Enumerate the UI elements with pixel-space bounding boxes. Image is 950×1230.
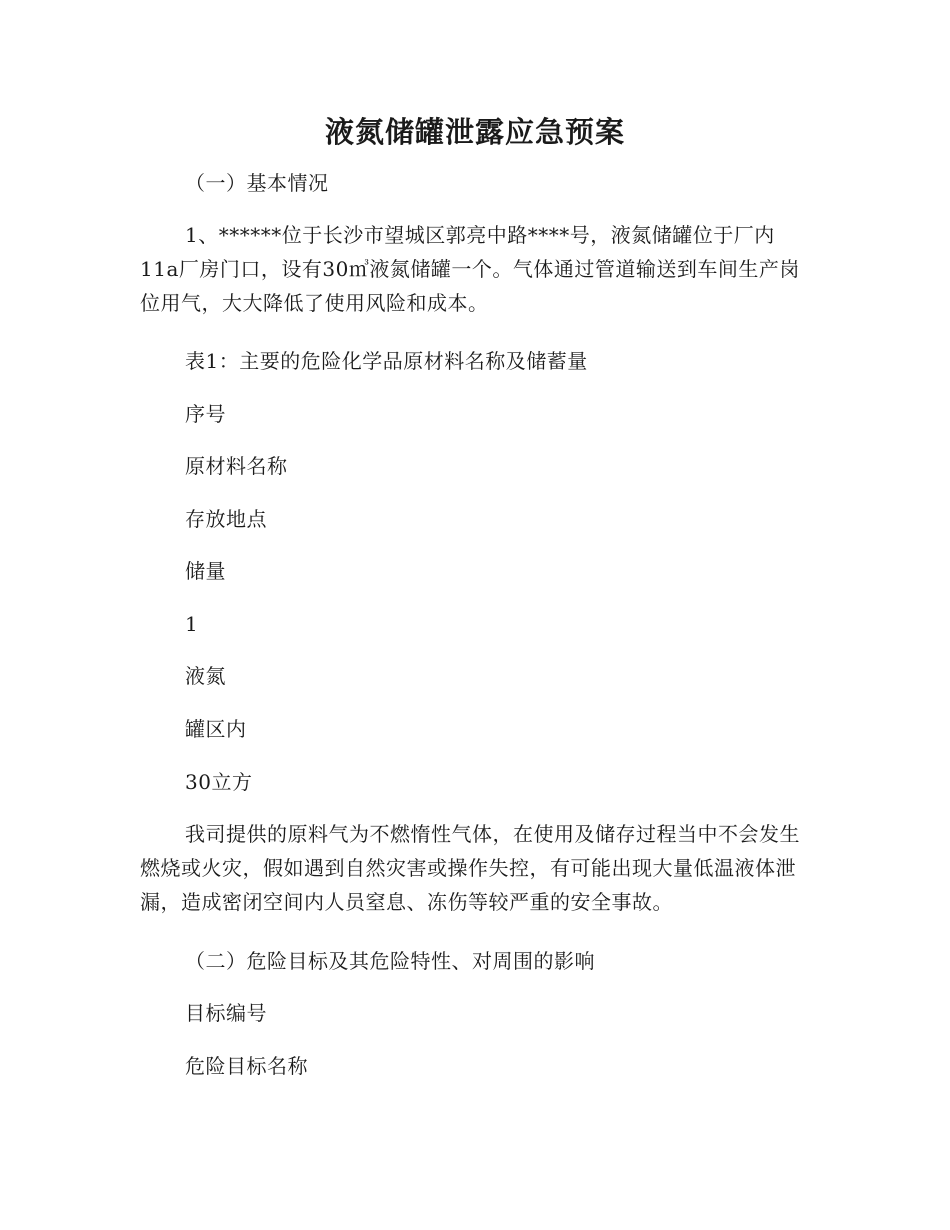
table-header-cell: 序号 bbox=[185, 402, 226, 426]
section-heading-hazard-targets: （二）危险目标及其危险特性、对周围的影响 bbox=[185, 949, 595, 973]
table-header-cell: 原材料名称 bbox=[185, 454, 288, 478]
table-header-cell: 储量 bbox=[185, 559, 226, 583]
table-cell: 30立方 bbox=[185, 770, 253, 794]
table-cell: 罐区内 bbox=[185, 717, 247, 741]
table-header-cell: 目标编号 bbox=[185, 1001, 267, 1025]
table-cell: 1 bbox=[185, 612, 199, 636]
table-header-cell: 存放地点 bbox=[185, 507, 267, 531]
table-header-cell: 危险目标名称 bbox=[185, 1054, 308, 1078]
table-cell: 液氮 bbox=[185, 664, 226, 688]
paragraph-basic-info: 1、******位于长沙市望城区郭亮中路****号，液氮储罐位于厂内11a厂房门口，设有30㎥液氮储罐一个。气体通过管道输送到车间生产岗位用气，大大降低了使用风险和成本。 bbox=[140, 223, 800, 315]
section-heading-basic-info: （一）基本情况 bbox=[185, 171, 329, 195]
paragraph-risk-description: 我司提供的原料气为不燃惰性气体，在使用及储存过程当中不会发生燃烧或火灾，假如遇到自然灾害或操作失控，有可能出现大量低温液体泄漏，造成密闭空间内人员窒息、冻伤等较严重的安全事故。 bbox=[140, 822, 800, 914]
table-caption: 表1：主要的危险化学品原材料名称及储蓄量 bbox=[185, 349, 588, 373]
document-title: 液氮储罐泄露应急预案 bbox=[324, 115, 625, 149]
